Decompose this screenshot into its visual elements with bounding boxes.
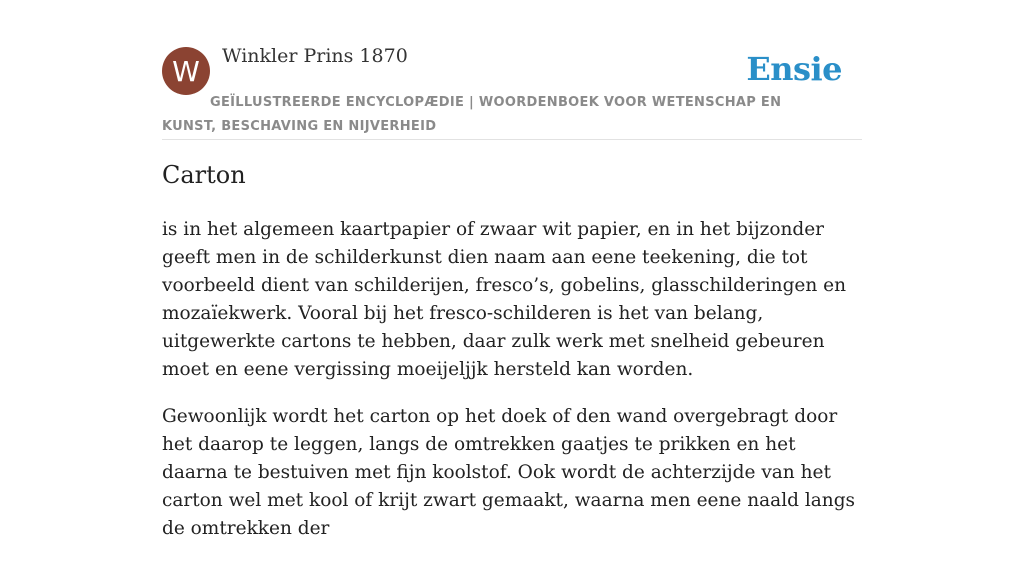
entry-title: Carton [162,161,246,189]
source-title-link[interactable]: Winkler Prins 1870 [222,45,408,67]
entry-body [162,216,862,562]
source-subtitle: GEÏLLUSTREERDE ENCYCLOPÆDIE | WOORDENBOEK VOOR WETENSCHAP EN KUNST, BESCHAVING EN NIJVERHEID [162,95,782,134]
ensie-logo[interactable]: Ensie [746,50,842,88]
avatar-letter: W [172,54,200,88]
header-divider [162,139,862,140]
entry-paragraph: is in het algemeen kaartpapier of zwaar wit papier, en in het bijzonder geeft men in de schilderkunst dien naam aan eene teekening, die tot voorbeeld dient van schilderijen, fresco’s, gobelins, glasschilderingen en mozaïekwerk. Vooral bij het fresco-schilderen is het van belang, uitgewerkte cartons te hebben, daar zulk werk met snelheid gebeuren moet en eene vergissing moeijeljjk hersteld kan worden. [162,219,847,380]
source-avatar[interactable] [162,47,210,95]
entry-paragraph: Gewoonlijk wordt het carton op het doek of den wand overgebragt door het daarop te leggen, langs de omtrekken gaatjes te prikken en het daarna te bestuiven met fijn koolstof. Ook wordt de achterzijde van het carton wel met kool of krijt zwart gemaakt, waarna men eene naald langs de omtrekken der [162,406,856,539]
